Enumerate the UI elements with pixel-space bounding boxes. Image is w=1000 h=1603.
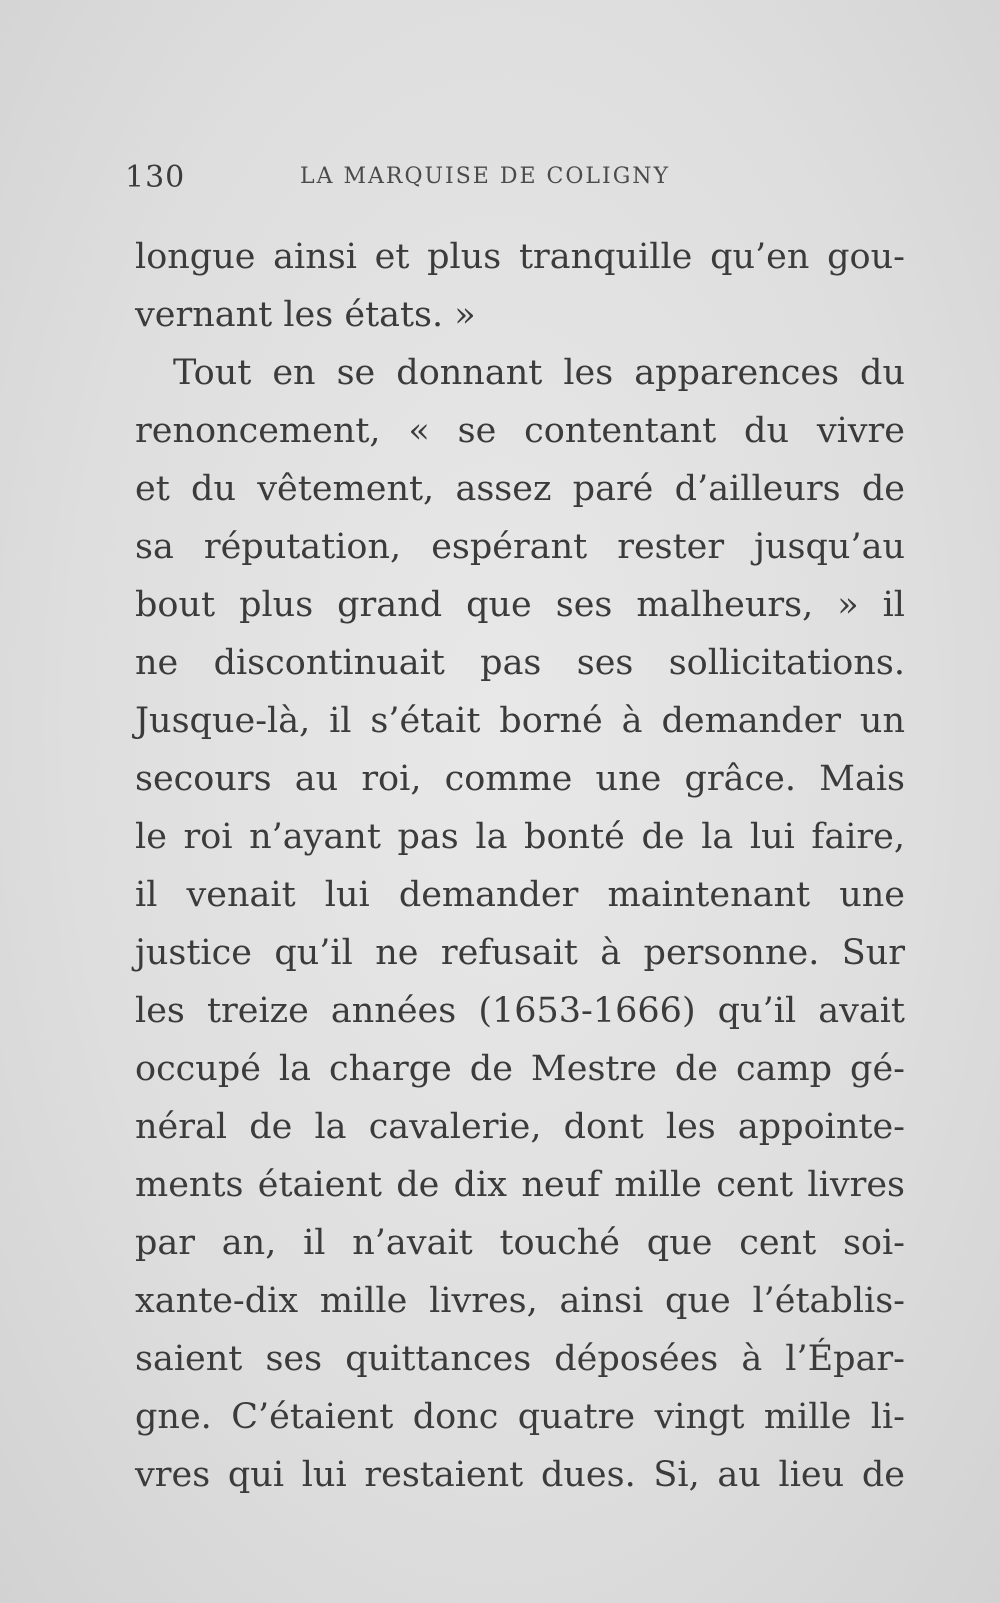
text-line: justice qu’il ne refusait à personne. Sur [135, 933, 905, 973]
text-line: ne discontinuait pas ses sollicitations. [135, 643, 905, 683]
text-line: ments étaient de dix neuf mille cent livres [135, 1165, 905, 1205]
text-line: vres qui lui restaient dues. Si, au lieu de [135, 1455, 905, 1495]
text-line: et du vêtement, assez paré d’ailleurs de [135, 469, 905, 509]
text-line: occupé la charge de Mestre de camp gé- [135, 1049, 905, 1089]
body-text [135, 228, 905, 1504]
text-line: vernant les états. » [135, 295, 476, 335]
text-line: néral de la cavalerie, dont les appointe- [135, 1107, 905, 1147]
text-line: xante-dix mille livres, ainsi que l’établis- [135, 1281, 905, 1321]
text-line: sa réputation, espérant rester jusqu’au [135, 527, 905, 567]
page-number: 130 [125, 160, 186, 195]
text-line: saient ses quittances déposées à l’Épar- [135, 1339, 905, 1379]
page-header [125, 160, 895, 200]
text-line: longue ainsi et plus tranquille qu’en gou- [135, 237, 905, 277]
text-line: Tout en se donnant les apparences du [173, 353, 905, 393]
text-line: Jusque-là, il s’était borné à demander un [135, 701, 905, 741]
text-line: il venait lui demander maintenant une [135, 875, 905, 915]
running-title: LA MARQUISE DE COLIGNY [300, 164, 671, 189]
text-line: par an, il n’avait touché que cent soi- [135, 1223, 905, 1263]
text-line: renoncement, « se contentant du vivre [135, 411, 905, 451]
text-line: gne. C’étaient donc quatre vingt mille li- [135, 1397, 905, 1437]
text-line: secours au roi, comme une grâce. Mais [135, 759, 905, 799]
text-line: le roi n’ayant pas la bonté de la lui faire, [135, 817, 905, 857]
text-line: les treize années (1653-1666) qu’il avait [135, 991, 905, 1031]
text-line: bout plus grand que ses malheurs, » il [135, 585, 905, 625]
